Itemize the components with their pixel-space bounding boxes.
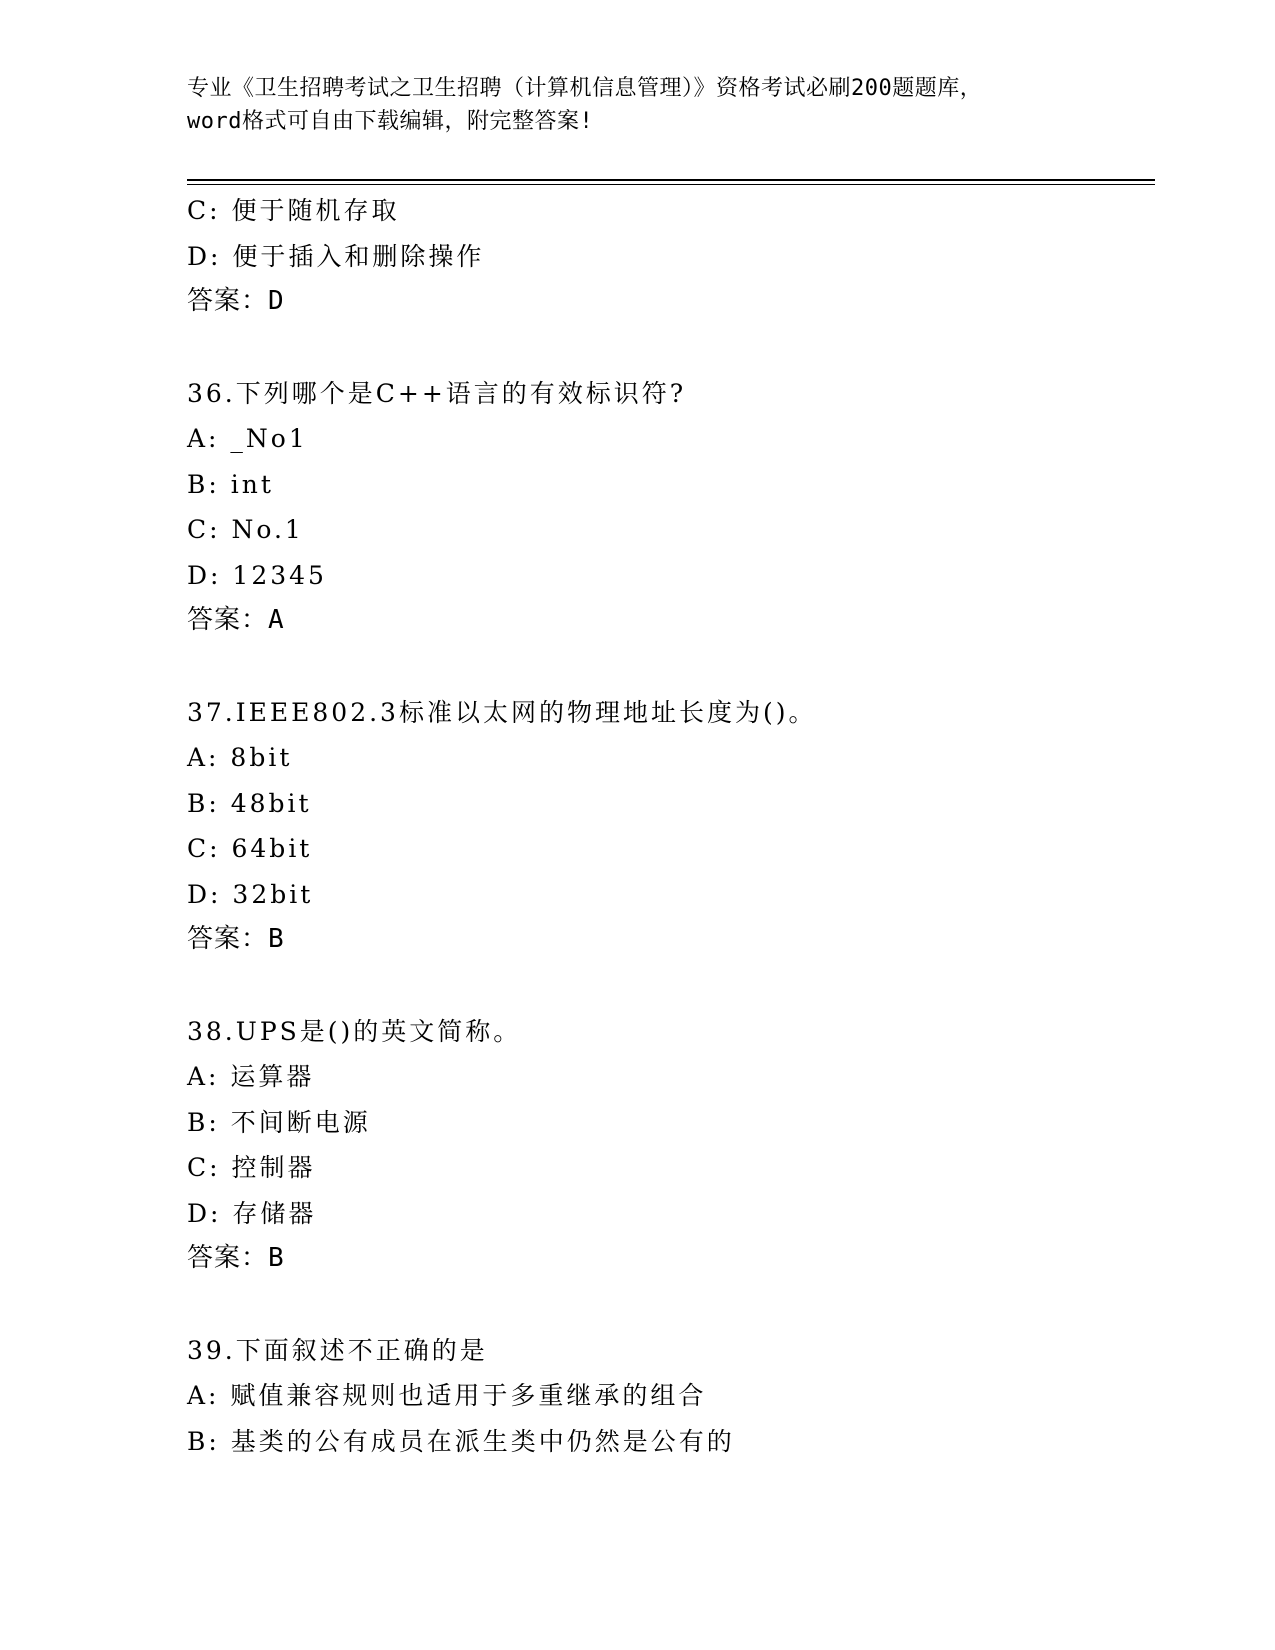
question-stem: 38.UPS是()的英文简称。 (187, 1016, 522, 1046)
option-b: B: 48bit (187, 788, 312, 818)
option-a: A: _No1 (187, 424, 308, 453)
option-d: D: 存储器 (187, 1198, 317, 1228)
option-b: B: int (187, 469, 274, 499)
answer-line: 答案：A (187, 605, 285, 635)
option-a: A: 8bit (187, 743, 293, 772)
spacer (187, 1282, 1155, 1328)
option-c: C: No.1 (187, 515, 304, 544)
question-stem: 36.下列哪个是C++语言的有效标识符? (187, 378, 687, 408)
header-divider (187, 179, 1155, 185)
option-d: D: 便于插入和删除操作 (187, 241, 485, 271)
question-stem: 39.下面叙述不正确的是 (187, 1335, 488, 1365)
option-a: A: 赋值兼容规则也适用于多重继承的组合 (187, 1381, 707, 1410)
question-37 (187, 690, 1155, 963)
option-c: C: 便于随机存取 (187, 196, 400, 225)
question-list (187, 188, 1155, 1464)
option-b: B: 基类的公有成员在派生类中仍然是公有的 (187, 1426, 735, 1456)
answer-line: 答案：D (187, 286, 285, 316)
spacer (187, 963, 1155, 1009)
answer-line: 答案：B (187, 924, 285, 954)
option-c: C: 控制器 (187, 1153, 316, 1182)
question-39 (187, 1328, 1155, 1465)
option-b: B: 不间断电源 (187, 1107, 371, 1137)
document-header (187, 72, 1117, 138)
spacer (187, 325, 1155, 371)
option-c: C: 64bit (187, 834, 313, 863)
answer-line: 答案：B (187, 1243, 285, 1273)
question-35-continuation (187, 188, 1155, 325)
document-page (187, 0, 1155, 1650)
header-title-line-1: 专业《卫生招聘考试之卫生招聘（计算机信息管理）》资格考试必刷200题题库， (187, 76, 983, 101)
spacer (187, 644, 1155, 690)
question-stem: 37.IEEE802.3标准以太网的物理地址长度为()。 (187, 697, 817, 727)
question-38 (187, 1009, 1155, 1282)
header-title-line-2: word格式可自由下载编辑，附完整答案! (187, 109, 594, 134)
option-a: A: 运算器 (187, 1062, 315, 1091)
question-36 (187, 371, 1155, 644)
option-d: D: 12345 (187, 560, 327, 590)
option-d: D: 32bit (187, 879, 314, 909)
